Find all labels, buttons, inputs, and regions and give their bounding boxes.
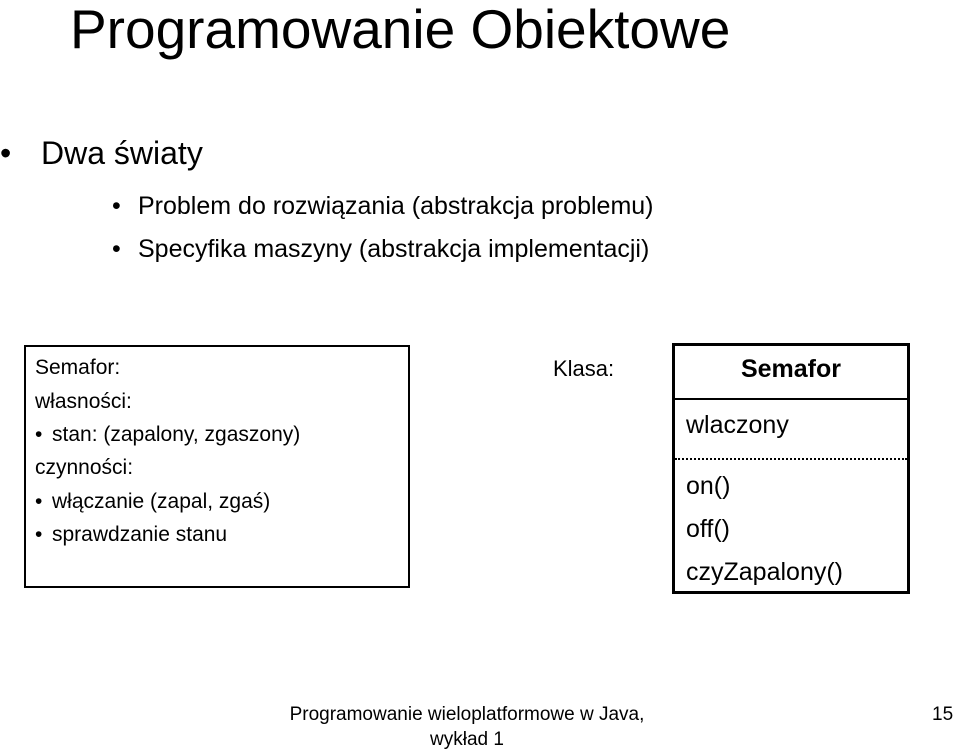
slide-title: Programowanie Obiektowe	[70, 0, 731, 60]
box-line-text: stan: (zapalony, zgaszony)	[52, 423, 301, 446]
sub-bullet-text: Problem do rozwiązania (abstrakcja problemu)	[138, 192, 654, 220]
bullet-icon: •	[112, 192, 121, 220]
bullet-icon: •	[35, 523, 43, 546]
box-line-text: sprawdzanie stanu	[52, 523, 228, 546]
box-line	[35, 355, 120, 381]
bullet-text: Dwa światy	[41, 135, 203, 171]
class-method: on()	[686, 472, 731, 500]
uml-class-box	[672, 343, 910, 594]
slide-footer	[262, 702, 672, 752]
class-attributes-divider	[675, 458, 907, 460]
box-line-text: czynności:	[35, 456, 134, 479]
footer-line-1: Programowanie wieloplatformowe w Java,	[289, 704, 645, 725]
bullet-icon: •	[112, 235, 121, 263]
class-label: Klasa:	[553, 356, 615, 381]
class-method: czyZapalony()	[686, 558, 843, 586]
box-line-text: własności:	[35, 390, 132, 413]
box-line-text: włączanie (zapal, zgaś)	[52, 490, 271, 513]
semafor-description-box	[24, 345, 410, 588]
box-line	[35, 455, 133, 481]
page-number: 15	[932, 704, 954, 725]
box-line	[35, 389, 132, 415]
bullet-icon: •	[35, 490, 43, 513]
bullet-icon: •	[0, 135, 12, 171]
class-name: Semafor	[740, 355, 842, 383]
bullet-icon: •	[35, 423, 43, 446]
class-name-divider	[675, 398, 907, 400]
box-line-text: Semafor:	[35, 356, 121, 379]
class-method: off()	[686, 515, 730, 543]
class-attribute: wlaczony	[686, 411, 789, 439]
footer-line-2: wykład 1	[430, 729, 504, 750]
sub-bullet-text: Specyfika maszyny (abstrakcja implementacji)	[138, 235, 650, 263]
